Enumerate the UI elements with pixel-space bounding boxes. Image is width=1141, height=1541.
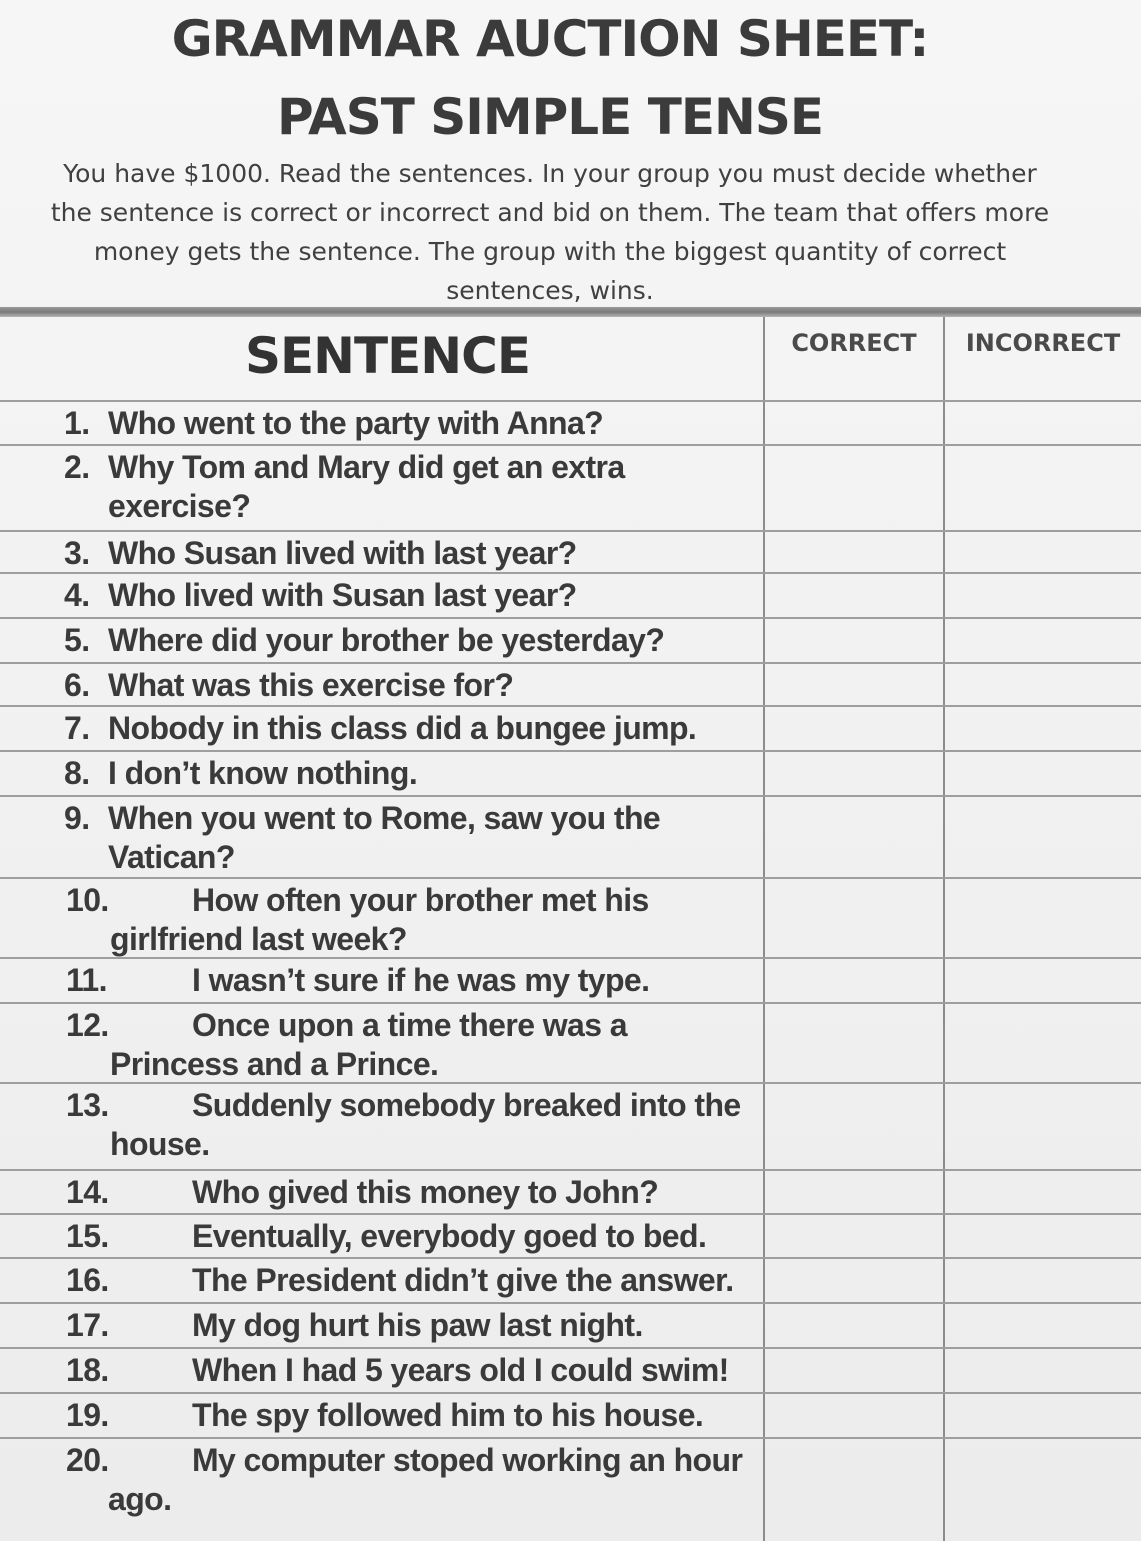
correct-cell[interactable]: [765, 619, 943, 662]
sentence-text-continued: Vatican?: [108, 839, 235, 875]
incorrect-cell[interactable]: [945, 446, 1141, 530]
incorrect-cell[interactable]: [945, 664, 1141, 705]
sentence-text: Nobody in this class did a bungee jump.: [108, 710, 697, 746]
sentence-text: Who Susan lived with last year?: [108, 535, 577, 571]
correct-cell[interactable]: [765, 1084, 943, 1169]
incorrect-cell[interactable]: [945, 1349, 1141, 1392]
incorrect-cell[interactable]: [945, 1084, 1141, 1169]
sentence-number: 9.: [64, 800, 90, 836]
correct-cell[interactable]: [765, 707, 943, 750]
correct-cell[interactable]: [765, 1215, 943, 1257]
sentence-text: Who went to the party with Anna?: [108, 405, 604, 441]
correct-cell[interactable]: [765, 1004, 943, 1082]
incorrect-cell[interactable]: [945, 1259, 1141, 1302]
sentence-text: My dog hurt his paw last night.: [192, 1307, 643, 1343]
incorrect-cell[interactable]: [945, 707, 1141, 750]
sentence-text: Who lived with Susan last year?: [108, 577, 577, 613]
sentence-text: My computer stoped working an hour: [192, 1442, 743, 1478]
sentence-text-continued: ago.: [108, 1481, 172, 1517]
sentence-text: Once upon a time there was a: [192, 1007, 627, 1043]
sentence-number: 4.: [64, 577, 90, 613]
sentence-number: 7.: [64, 710, 90, 746]
sentence-text: Why Tom and Mary did get an extra: [108, 449, 625, 485]
sentence-number: 8.: [64, 755, 90, 791]
sheet-subtitle: PAST SIMPLE TENSE: [277, 88, 823, 146]
sentence-text: The President didn’t give the answer.: [192, 1262, 734, 1298]
instructions-line: the sentence is correct or incorrect and bid on them. The team that offers more: [50, 198, 1050, 227]
sentence-number: 3.: [64, 535, 90, 571]
sentence-text: Where did your brother be yesterday?: [108, 622, 665, 658]
incorrect-cell[interactable]: [945, 752, 1141, 795]
sentence-number: 1.: [64, 405, 90, 441]
incorrect-cell[interactable]: [945, 797, 1141, 877]
correct-cell[interactable]: [765, 1349, 943, 1392]
sentence-column-header: SENTENCE: [245, 327, 530, 385]
incorrect-cell[interactable]: [945, 532, 1141, 572]
instructions-line: money gets the sentence. The group with the biggest quantity of correct: [93, 237, 1007, 266]
sentence-number: 19.: [66, 1397, 109, 1433]
incorrect-column-header: INCORRECT: [965, 329, 1121, 357]
correct-cell[interactable]: [765, 797, 943, 877]
sentence-text: What was this exercise for?: [108, 667, 514, 703]
sentence-number: 6.: [64, 667, 90, 703]
sentence-text: When you went to Rome, saw you the: [108, 800, 661, 836]
auction-table: [0, 317, 1141, 1541]
incorrect-cell[interactable]: [945, 402, 1141, 444]
sentence-number: 15.: [66, 1218, 109, 1254]
correct-cell[interactable]: [765, 879, 943, 957]
sentence-number: 20.: [66, 1442, 109, 1478]
incorrect-cell[interactable]: [945, 1215, 1141, 1257]
correct-cell[interactable]: [765, 574, 943, 617]
correct-cell[interactable]: [765, 402, 943, 444]
incorrect-cell[interactable]: [945, 619, 1141, 662]
sentence-text-continued: Princess and a Prince.: [110, 1046, 439, 1082]
correct-cell[interactable]: [765, 1394, 943, 1437]
incorrect-cell[interactable]: [945, 879, 1141, 957]
sentence-text: Eventually, everybody goed to bed.: [192, 1218, 707, 1254]
correct-cell[interactable]: [765, 664, 943, 705]
instructions-line: You have $1000. Read the sentences. In your group you must decide whether: [63, 159, 1037, 188]
sentence-number: 11.: [66, 962, 107, 998]
sentence-text: The spy followed him to his house.: [192, 1397, 704, 1433]
instructions-line: sentences, wins.: [446, 276, 654, 305]
sentence-number: 18.: [66, 1352, 109, 1388]
sentence-text-continued: girlfriend last week?: [110, 921, 407, 957]
correct-cell[interactable]: [765, 532, 943, 572]
sheet-title: GRAMMAR AUCTION SHEET:: [171, 10, 929, 68]
incorrect-cell[interactable]: [945, 1304, 1141, 1347]
sentence-text: When I had 5 years old I could swim!: [192, 1352, 729, 1388]
sentence-number: 14.: [66, 1174, 109, 1210]
correct-cell[interactable]: [765, 1439, 943, 1541]
incorrect-cell[interactable]: [945, 1004, 1141, 1082]
instructions: [10, 154, 1090, 310]
sentence-text-continued: house.: [110, 1126, 210, 1162]
sentence-number: 2.: [64, 449, 90, 485]
sentence-text-continued: exercise?: [108, 488, 251, 524]
sentence-number: 13.: [66, 1087, 109, 1123]
correct-cell[interactable]: [765, 959, 943, 1002]
incorrect-cell[interactable]: [945, 1394, 1141, 1437]
correct-cell[interactable]: [765, 752, 943, 795]
correct-cell[interactable]: [765, 446, 943, 530]
correct-cell[interactable]: [765, 1259, 943, 1302]
incorrect-cell[interactable]: [945, 1439, 1141, 1541]
sentence-text: I wasn’t sure if he was my type.: [192, 962, 650, 998]
sentence-text: Who gived this money to John?: [192, 1174, 659, 1210]
correct-column-header: CORRECT: [791, 329, 917, 357]
sentence-number: 12.: [66, 1007, 109, 1043]
sentence-number: 16.: [66, 1262, 109, 1298]
correct-cell[interactable]: [765, 1304, 943, 1347]
sentence-number: 5.: [64, 622, 90, 658]
sentence-text: I don’t know nothing.: [108, 755, 418, 791]
incorrect-cell[interactable]: [945, 959, 1141, 1002]
sentence-number: 10.: [66, 882, 109, 918]
sentence-text: Suddenly somebody breaked into the: [192, 1087, 741, 1123]
incorrect-cell[interactable]: [945, 1171, 1141, 1213]
sentence-number: 17.: [66, 1307, 109, 1343]
incorrect-cell[interactable]: [945, 574, 1141, 617]
correct-cell[interactable]: [765, 1171, 943, 1213]
header-divider: [0, 307, 1141, 317]
sentence-text: How often your brother met his: [192, 882, 649, 918]
